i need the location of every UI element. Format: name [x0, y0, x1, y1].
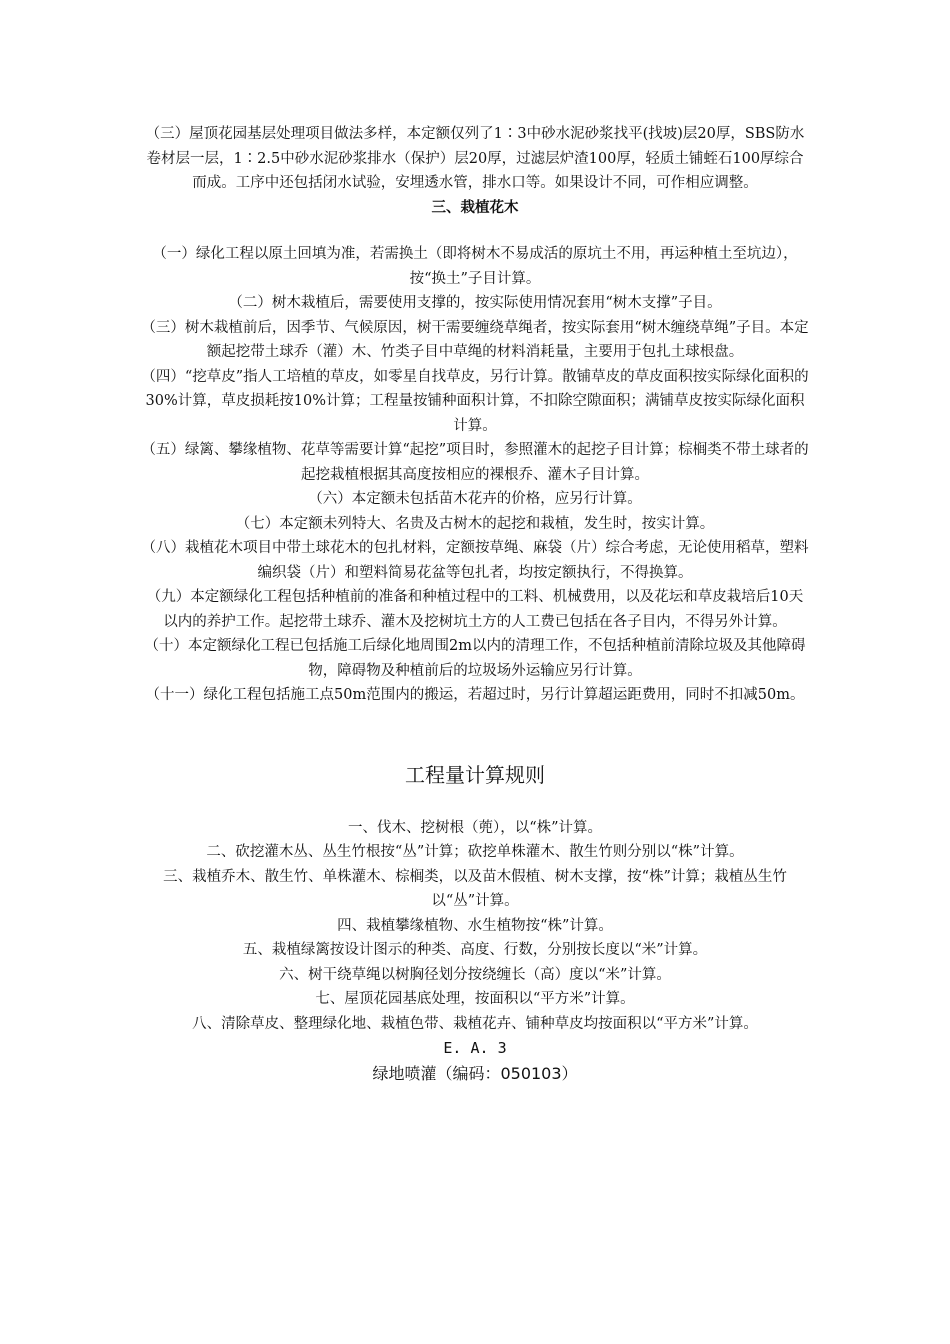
list-item: 二、砍挖灌木丛、丛生竹根按“丛”计算；砍挖单株灌木、散生竹则分别以“株”计算。 [206, 844, 744, 860]
list-item: （七）本定额未列特大、名贵及古树木的起挖和栽植，发生时，按实计算。 [235, 515, 715, 532]
section-code: E. A. 3 [443, 1039, 507, 1057]
list-item: （四）“挖草皮”指人工培植的草皮，如零星自找草皮，另行计算。散铺草皮的草皮面积按实际绿化面积的30%计算，草皮损耗按10%计算；工程量按铺种面积计算，不扣除空隙面积；满铺草皮按实际绿化面积计算。 [141, 368, 809, 434]
section-heading-planting: 三、栽植花木 [431, 199, 519, 216]
list-item: 四、栽植攀缘植物、水生植物按“株”计算。 [337, 917, 613, 934]
list-item: （五）绿篱、攀缘植物、花草等需要计算“起挖”项目时，参照灌木的起挖子目计算；棕榈类不带土球者的起挖栽植根据其高度按相应的裸根乔、灌木子目计算。 [141, 442, 809, 483]
list-item: 三、栽植乔木、散生竹、单株灌木、棕榈类，以及苗木假植、树木支撑，按“株”计算；栽植丛生竹以“丛”计算。 [163, 868, 787, 909]
list-item: 七、屋顶花园基底处理，按面积以“平方米”计算。 [315, 991, 635, 1007]
list-item: （三）树木栽植前后，因季节、气候原因，树干需要缠绕草绳者，按实际套用“树木缠绕草绳”子目。本定额起挖带土球乔（灌）木、竹类子目中草绳的材料消耗量，主要用于包扎土球根盘。 [141, 319, 809, 360]
list-item: （一）绿化工程以原土回填为准，若需换土（即将树木不易成活的原坑土不用，再运种植土至坑边），按“换土”子目计算。 [152, 246, 798, 287]
list-item: 八、清除草皮、整理绿化地、栽植色带、栽植花卉、铺种草皮均按面积以“平方米”计算。 [192, 1015, 758, 1032]
list-item: 一、伐木、挖树根（蔸），以“株”计算。 [347, 819, 603, 836]
paragraph-roof-garden: （三）屋顶花园基层处理项目做法多样，本定额仅列了1∶3中砂水泥砂浆找平(找坡)层20厚，SBS防水卷材层一层，1∶2.5中砂水泥砂浆排水（保护）层20厚，过滤层炉渣100厚，轻质土铺蛭石100厚综合而成。工序中还包括闭水试验，安埋透水管，排水口等。如果设计不同，可作相应调整。 [145, 126, 805, 191]
list-item: （九）本定额绿化工程包括种植前的准备和种植过程中的工料、机械费用，以及花坛和草皮栽培后10天以内的养护工作。起挖带土球乔、灌木及挖树坑土方的人工费已包括在各子目内，不得另外计算。 [146, 589, 804, 630]
list-item: （十一）绿化工程包括施工点50m范围内的搬运，若超过时，另行计算超运距费用，同时不扣减50m。 [145, 687, 805, 703]
rules-title: 工程量计算规则 [405, 762, 545, 787]
list-item: 六、树干绕草绳以树胸径划分按绕缠长（高）度以“米”计算。 [279, 966, 671, 983]
list-item: （八）栽植花木项目中带土球花木的包扎材料，定额按草绳、麻袋（片）综合考虑，无论使用稻草，塑料编织袋（片）和塑料简易花盆等包扎者，均按定额执行，不得换算。 [141, 540, 809, 581]
list-item: 五、栽植绿篱按设计图示的种类、高度、行数，分别按长度以“米”计算。 [242, 942, 708, 958]
document-page [140, 122, 810, 1088]
section-subtitle: 绿地喷灌（编码：050103） [372, 1064, 578, 1083]
rules-list [140, 816, 810, 1037]
list-item: （十）本定额绿化工程已包括施工后绿化地周围2m以内的清理工作，不包括种植前清除垃圾及其他障碍物，障碍物及种植前后的垃圾场外运输应另行计算。 [144, 638, 806, 679]
planting-list [140, 242, 810, 708]
list-item: （六）本定额未包括苗木花卉的价格，应另行计算。 [308, 491, 642, 507]
list-item: （二）树木栽植后，需要使用支撑的，按实际使用情况套用“树木支撑”子目。 [228, 295, 722, 311]
